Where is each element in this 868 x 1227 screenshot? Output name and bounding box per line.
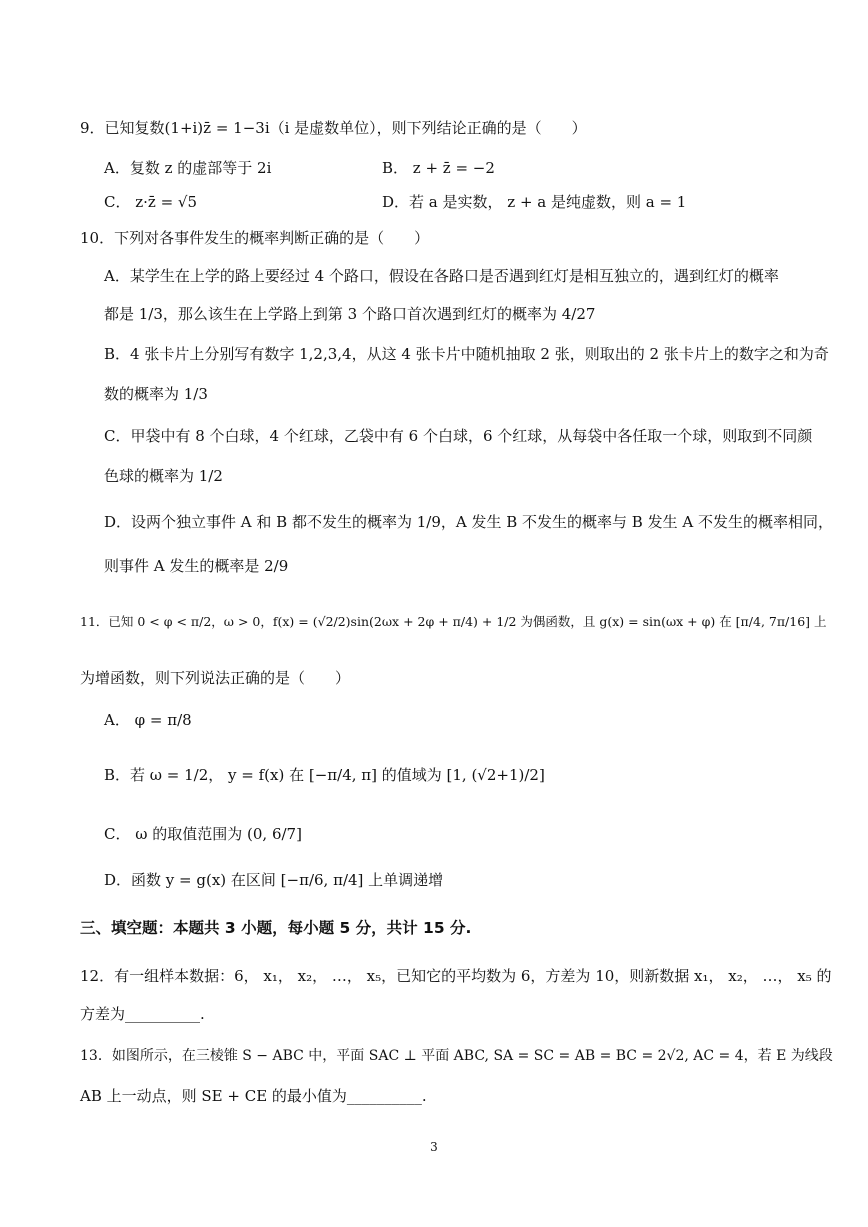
q9-option-b: B． z + z̄ = −2	[382, 159, 495, 177]
q11-option-c: C． ω 的取值范围为 (0, 6/7]	[104, 825, 302, 843]
q9-option-d: D．若 a 是实数， z + a 是纯虚数，则 a = 1	[382, 193, 687, 211]
q12-line2: 方差为__________.	[80, 1005, 205, 1023]
q10-stem: 10．下列对各事件发生的概率判断正确的是（ ）	[80, 229, 430, 247]
q10-option-d-line1: D．设两个独立事件 A 和 B 都不发生的概率为 1/9，A 发生 B 不发生的概率与 B 发生 A 不发生的概率相同，	[104, 513, 833, 531]
q11-option-d: D．函数 y = g(x) 在区间 [−π/6, π/4] 上单调递增	[104, 871, 444, 889]
q9-option-c: C． z·z̄ = √5	[104, 193, 198, 211]
q11-stem-line1: 11．已知 0 < φ < π/2，ω > 0，f(x) = (√2/2)sin(2ωx + 2φ + π/4) + 1/2 为偶函数，且 g(x) = sin(ωx + φ) 在 [π/4, 7π/16] 上	[80, 614, 827, 629]
q10-option-d-line2: 则事件 A 发生的概率是 2/9	[104, 557, 289, 575]
q10-option-c-line1: C．甲袋中有 8 个白球，4 个红球，乙袋中有 6 个白球，6 个红球，从每袋中各任取一个球，则取到不同颜	[104, 427, 813, 445]
q9-stem: 9．已知复数(1+i)z̄ = 1−3i（i 是虚数单位），则下列结论正确的是（ ）	[80, 119, 587, 137]
q9-option-a: A．复数 z 的虚部等于 2i	[104, 159, 272, 177]
q13-line1: 13．如图所示，在三棱锥 S − ABC 中，平面 SAC ⊥ 平面 ABC, SA = SC = AB = BC = 2√2, AC = 4，若 E 为线段	[80, 1048, 833, 1064]
q11-option-a: A． φ = π/8	[104, 711, 192, 729]
q10-option-a-line1: A．某学生在上学的路上要经过 4 个路口，假设在各路口是否遇到红灯是相互独立的，遇到红灯的概率	[104, 267, 779, 285]
q12-line1: 12．有一组样本数据：6， x₁， x₂， …， x₅，已知它的平均数为 6，方差为 10，则新数据 x₁， x₂， …， x₅ 的	[80, 967, 832, 985]
q13-line2: AB 上一动点，则 SE + CE 的最小值为__________.	[80, 1087, 427, 1105]
q10-option-b-line1: B．4 张卡片上分别写有数字 1,2,3,4，从这 4 张卡片中随机抽取 2 张，则取出的 2 张卡片上的数字之和为奇	[104, 345, 829, 363]
page-number: 3	[430, 1140, 438, 1154]
q10-option-c-line2: 色球的概率为 1/2	[104, 467, 223, 485]
section-heading-fill-in: 三、填空题：本题共 3 小题，每小题 5 分，共计 15 分.	[80, 919, 472, 937]
q10-option-a-line2: 都是 1/3，那么该生在上学路上到第 3 个路口首次遇到红灯的概率为 4/27	[104, 305, 596, 323]
q11-stem-line2: 为增函数，则下列说法正确的是（ ）	[80, 669, 351, 687]
q11-option-b: B．若 ω = 1/2， y = f(x) 在 [−π/4, π] 的值域为 [1, (√2+1)/2]	[104, 766, 545, 784]
q10-option-b-line2: 数的概率为 1/3	[104, 385, 208, 403]
